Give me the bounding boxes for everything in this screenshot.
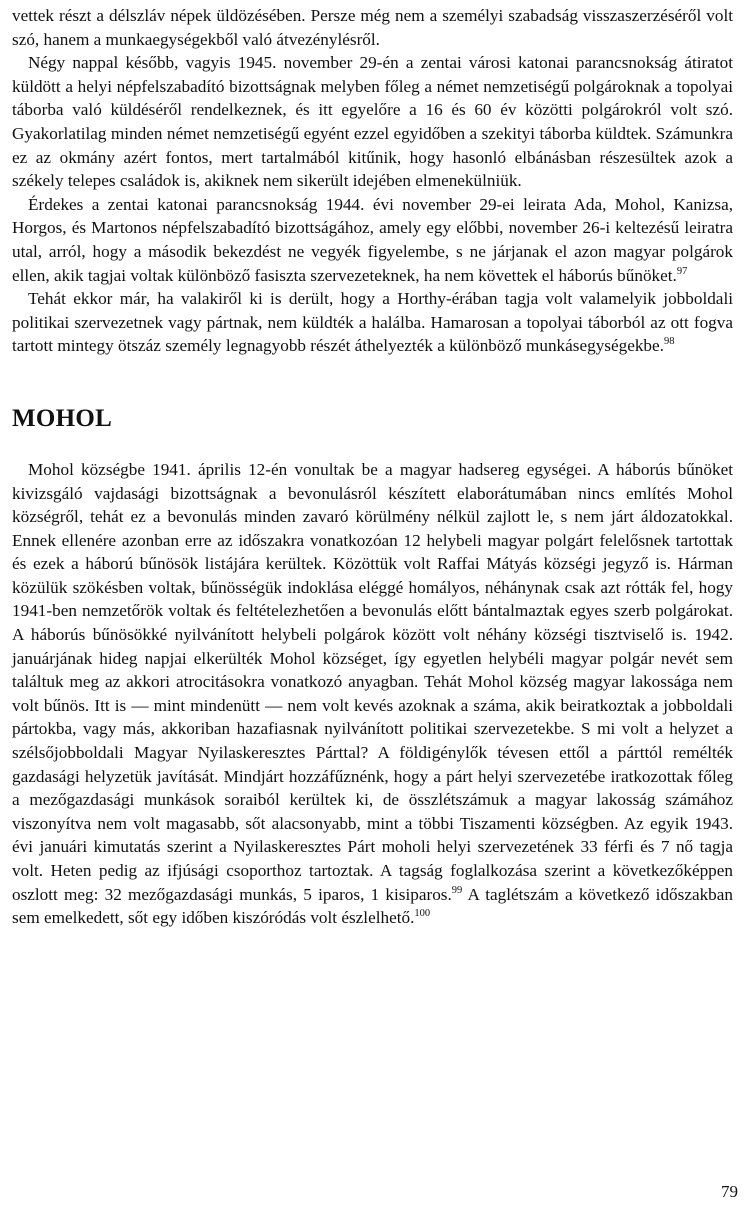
footnote-ref-100: 100 — [414, 908, 431, 920]
body-text-top — [12, 4, 733, 358]
paragraph-4 — [12, 287, 733, 358]
footnote-ref-99: 99 — [451, 884, 463, 896]
body-text-section — [12, 458, 733, 930]
paragraph-2 — [12, 51, 733, 193]
footnote-ref-97: 97 — [676, 265, 688, 277]
footnote-ref-98: 98 — [663, 336, 675, 348]
page-number: 79 — [721, 1182, 738, 1201]
paragraph-1 — [12, 4, 733, 51]
paragraph-5-text: Mohol községbe 1941. április 12-én vonultak be a magyar hadsereg egységei. A háborús bűnöket kivizsgáló vajdasági bizottságnak a bevonulásról készített elaborátumában nincs említés Mohol községről, tehát ez a bevonulás minden zavaró körülmény nélkül zajlott le, s nem járt áldozatokkal. Ennek ellenére azonban erre az időszakra vonatkozóan 12 helybeli magyar polgárt felelősnek tartottak és ezek a háború bűnösök listájára kerültek. Közöttük volt Raffai Mátyás községi jegyző is. Hárman közülük szökésben voltak, bűnösségük indoklása eléggé homályos, néhánynak csak azt rótták fel, hogy 1941-ben nemzetőrök voltak és feltételezhetően a bevonulás előtt bántalmaztak egyes szerb polgárokat. A háborús bűnösökké nyilvánított helybeli polgárok között volt néhány községi tisztviselő is. 1942. januárjának hideg napjai elkerülték Mohol községet, így egyetlen helybéli magyar polgár nevét sem találtuk meg az akkori atrocitásokra vonatkozó anyagban. Tehát Mohol község magyar lakossága nem volt bűnös. Itt is — mint mindenütt — nem volt kevés azoknak a száma, akik beiratkoztak a jobboldali pártokba, vagy más, akkoriban hazafiasnak nyilvánított politikai szervezetekbe. S mi volt a helyzet a szélsőjobboldali Magyar Nyilaskeresztes Párttal? A földigénylők tévesen ettől a párttól remélték gazdasági helyzetük javítását. Mindjárt hozzáfűznénk, hogy a párt helyi szervezetébe iratkozottak főleg a mezőgazdasági munkások soraiból kerültek ki, de összlétszámuk a magyar lakosság számához viszonyítva nem volt magasabb, sőt alacsonyabb, mint a többi Tiszamenti községben. Az egyik 1943. évi januári kimutatás szerint a Nyilaskeresztes Párt moholi helyi szervezetének 33 férfi és 7 nő tagja volt. Heten pedig az ifjúsági csoporthoz tartoztak. A tagság foglalkozása szerint a következőképpen oszlott meg: 32 mezőgazdasági munkás, 5 iparos, 1 kisiparos. — [12, 459, 733, 904]
paragraph-3-text: Érdekes a zentai katonai parancsnokság 1944. évi november 29-ei leirata Ada, Mohol, Kanizsa, Horgos, és Martonos népfelszabadító bizottságához, amely egy előbbi, november 26-i keltezésű leiratra utal, arról, hogy a második bekezdést ne vegyék figyelembe, s ne járjanak el azon magyar polgárok ellen, akik tagjai voltak különböző fasiszta szervezeteknek, ha nem követtek el háborús bűnöket. — [12, 194, 733, 285]
paragraph-5-tail: A taglétszám a következő időszakban sem emelkedett, sőt egy időben kiszóródás volt észlelhető. — [12, 884, 733, 928]
paragraph-5 — [12, 458, 733, 930]
section-heading-mohol: MOHOL — [12, 404, 113, 432]
paragraph-3 — [12, 193, 733, 287]
paragraph-4-text: Tehát ekkor már, ha valakiről ki is derült, hogy a Horthy-érában tagja volt valamelyik jobboldali politikai szervezetnek vagy pártnak, nem küldték a halálba. Hamarosan a topolyai táborból az ott fogva tartott mintegy ötszáz személy legnagyobb részét áthelyezték a különböző munkásegységekbe. — [12, 289, 733, 356]
paragraph-1-text: vettek részt a délszláv népek üldözésében. Persze még nem a személyi szabadság visszaszerzéséről volt szó, hanem a munkaegységekből való átvezénylésről. — [12, 6, 733, 49]
paragraph-2-text: Négy nappal később, vagyis 1945. november 29-én a zentai városi katonai parancsnokság átiratot küldött a helyi népfelszabadító bizottságnak melyben főleg a német nemzetiségű polgároknak a topolyai táborba való küldéséről rendelkeznek, és itt egyelőre a 16 és 60 év közötti polgárokról volt szó. Gyakorlatilag minden német nemzetiségű egyént ezzel egyidőben a szekityi táborba küldtek. Számunkra ez az okmány azért fontos, mert tartalmából kitűnik, hogy hasonló elbánásban részesültek azok a székely telepes családok is, akiknek nem sikerült idejében elmenekülniük. — [12, 53, 733, 191]
